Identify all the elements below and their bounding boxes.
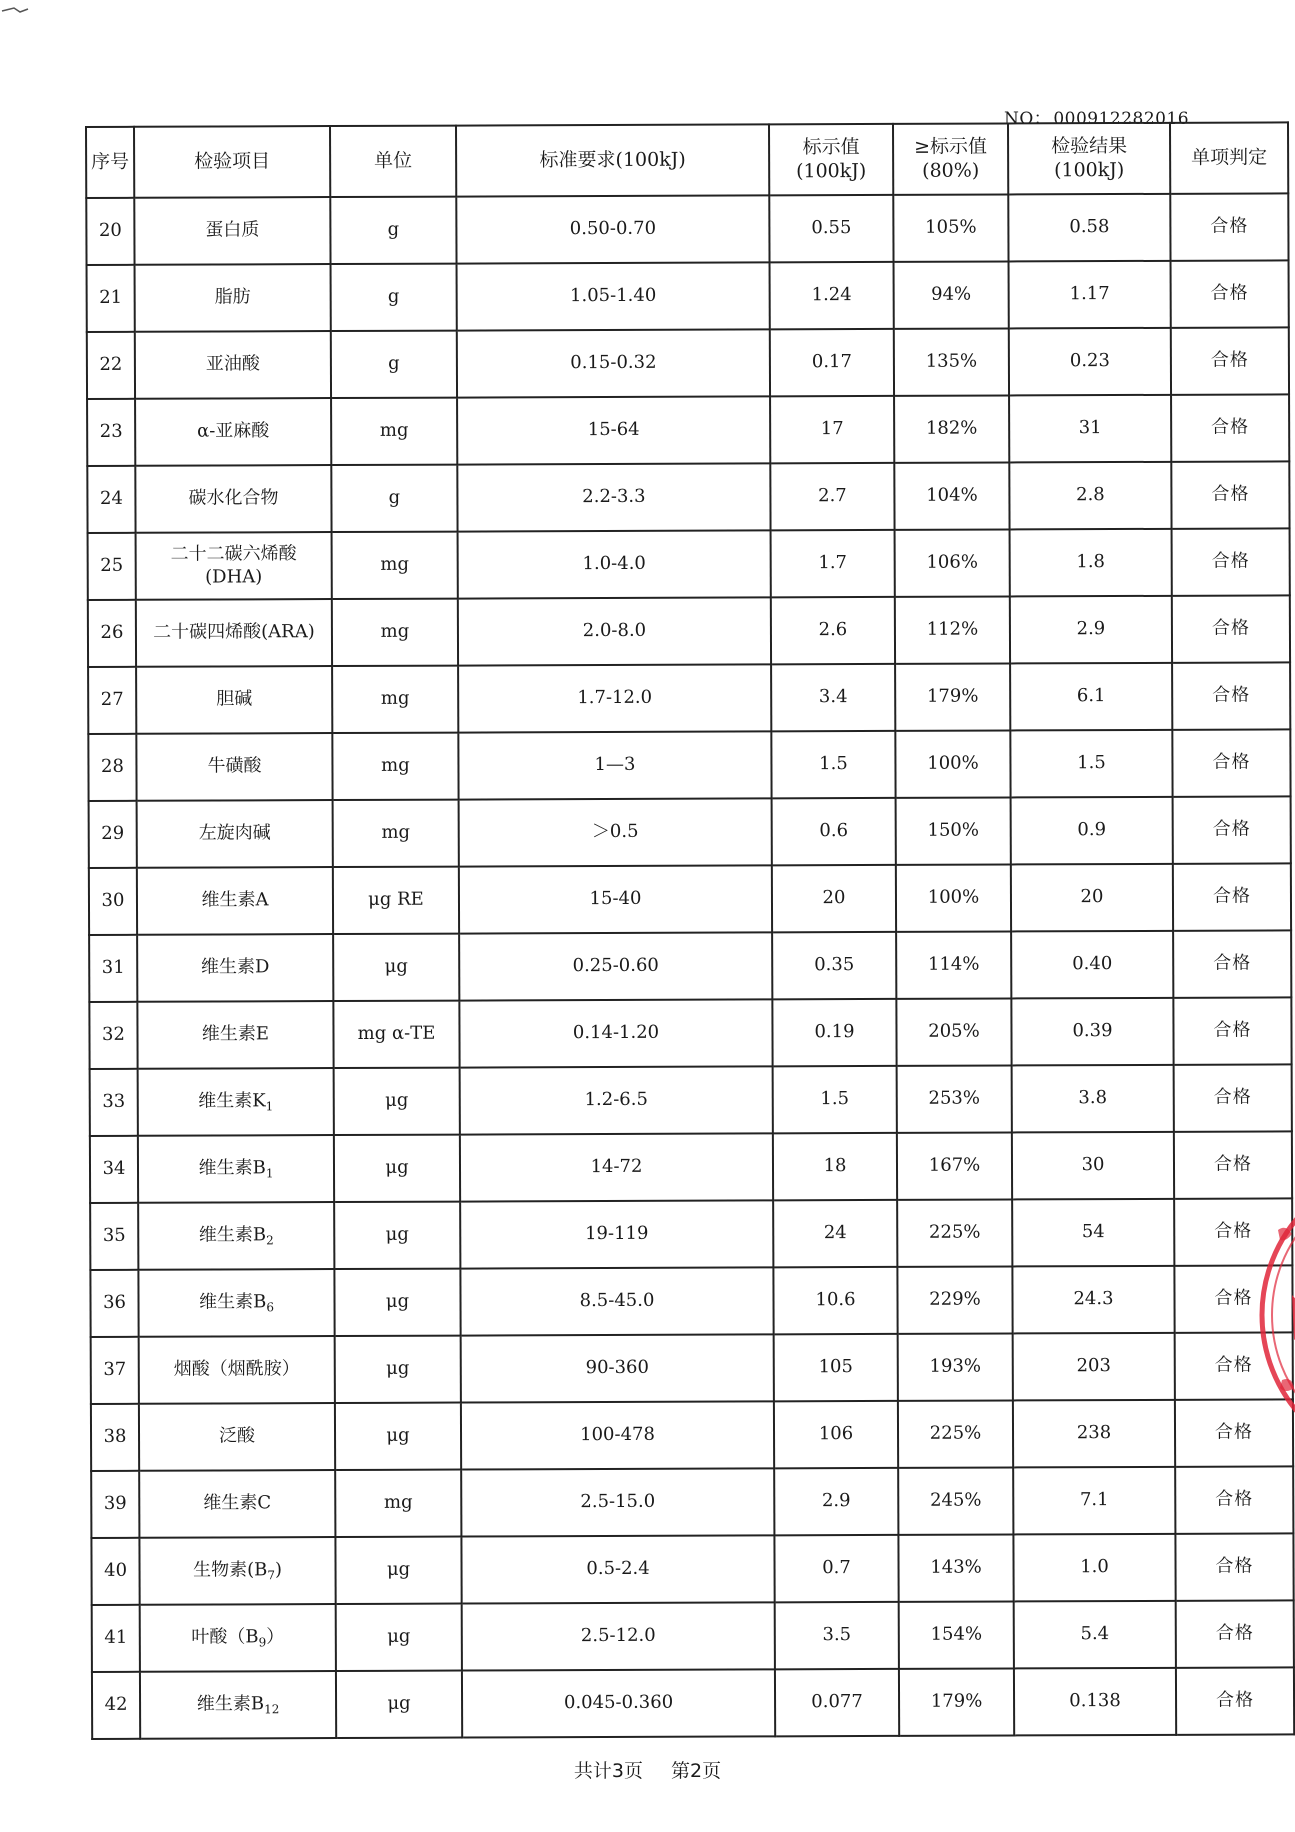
item-name: 维生素C bbox=[203, 1492, 272, 1514]
table-row bbox=[91, 1466, 1293, 1538]
item-name: 蛋白质 bbox=[205, 219, 260, 241]
table-row bbox=[91, 1399, 1293, 1471]
cell-label-value: 1.5 bbox=[771, 731, 895, 798]
cell-item bbox=[137, 867, 333, 935]
cell-unit: g bbox=[330, 197, 456, 264]
cell-seq: 37 bbox=[91, 1337, 139, 1404]
cell-verdict: 合格 bbox=[1174, 1131, 1292, 1198]
cell-label-value: 17 bbox=[770, 396, 894, 463]
cell-standard: 2.2-3.3 bbox=[457, 463, 770, 531]
cell-ratio: 205% bbox=[896, 998, 1011, 1065]
cell-verdict: 合格 bbox=[1171, 394, 1289, 461]
cell-item bbox=[139, 1336, 335, 1404]
cell-unit: μg RE bbox=[333, 867, 459, 934]
cell-verdict: 合格 bbox=[1173, 930, 1291, 997]
cell-ratio: 104% bbox=[894, 462, 1009, 529]
cell-result: 30 bbox=[1012, 1132, 1174, 1200]
table-row bbox=[90, 1265, 1292, 1337]
item-name: 泛酸 bbox=[218, 1425, 256, 1447]
cell-item bbox=[134, 197, 330, 265]
cell-label-value: 3.5 bbox=[775, 1602, 899, 1669]
cell-item bbox=[136, 733, 332, 801]
cell-ratio: 225% bbox=[898, 1400, 1013, 1467]
cell-result: 0.39 bbox=[1011, 998, 1173, 1066]
cell-ratio: 253% bbox=[897, 1065, 1012, 1132]
cell-verdict: 合格 bbox=[1172, 595, 1290, 662]
table-row bbox=[88, 595, 1290, 667]
cell-ratio: 167% bbox=[897, 1132, 1012, 1199]
cell-verdict: 合格 bbox=[1171, 327, 1289, 394]
cell-unit: μg bbox=[336, 1671, 462, 1738]
cell-seq: 36 bbox=[90, 1270, 138, 1337]
header-seq: 序号 bbox=[86, 127, 134, 198]
cell-label-value: 0.19 bbox=[772, 999, 896, 1066]
table-header-row bbox=[86, 122, 1288, 198]
cell-standard: 1.7-12.0 bbox=[458, 664, 771, 732]
cell-unit: μg bbox=[333, 934, 459, 1001]
table-row bbox=[89, 863, 1291, 935]
table-row bbox=[92, 1600, 1294, 1672]
cell-standard: 14-72 bbox=[460, 1133, 773, 1201]
cell-result: 31 bbox=[1009, 395, 1171, 463]
table-row bbox=[87, 394, 1289, 466]
cell-verdict: 合格 bbox=[1175, 1332, 1293, 1399]
cell-label-value: 24 bbox=[773, 1200, 897, 1267]
cell-ratio: 193% bbox=[898, 1333, 1013, 1400]
scan-artifact bbox=[0, 0, 60, 10]
item-subscript: 1 bbox=[265, 1165, 274, 1180]
cell-ratio: 106% bbox=[895, 529, 1010, 596]
cell-verdict: 合格 bbox=[1173, 863, 1291, 930]
table-row bbox=[89, 796, 1291, 868]
cell-label-value: 0.077 bbox=[775, 1669, 899, 1736]
item-subscript: 6 bbox=[266, 1299, 274, 1314]
cell-result: 0.23 bbox=[1009, 328, 1171, 396]
item-name: 维生素D bbox=[200, 956, 270, 978]
document-number-label: NO： bbox=[1004, 109, 1052, 129]
cell-result: 0.40 bbox=[1011, 931, 1173, 999]
cell-seq: 20 bbox=[86, 198, 134, 265]
cell-result: 238 bbox=[1013, 1400, 1175, 1468]
cell-ratio: 112% bbox=[895, 596, 1010, 663]
cell-item bbox=[139, 1470, 335, 1538]
item-name: 左旋肉碱 bbox=[198, 822, 271, 844]
table-row bbox=[90, 1131, 1292, 1203]
cell-seq: 31 bbox=[89, 935, 137, 1002]
header-item: 检验项目 bbox=[134, 126, 330, 198]
header-result bbox=[1008, 123, 1170, 195]
table-row bbox=[90, 1198, 1292, 1270]
item-subscript: 2 bbox=[266, 1232, 274, 1247]
cell-label-value: 2.9 bbox=[774, 1468, 898, 1535]
cell-label-value: 0.6 bbox=[772, 798, 896, 865]
cell-result: 203 bbox=[1013, 1333, 1175, 1401]
cell-item bbox=[138, 1269, 334, 1337]
cell-item bbox=[139, 1537, 335, 1605]
item-name: 脂肪 bbox=[214, 286, 251, 308]
cell-item bbox=[138, 1068, 334, 1136]
cell-standard: 19-119 bbox=[460, 1200, 773, 1268]
cell-standard: 15-40 bbox=[459, 865, 772, 933]
cell-item bbox=[136, 532, 332, 600]
table-row bbox=[89, 997, 1291, 1069]
cell-item bbox=[137, 800, 333, 868]
cell-seq: 28 bbox=[88, 734, 136, 801]
cell-result: 7.1 bbox=[1013, 1467, 1175, 1535]
table-row bbox=[86, 193, 1288, 265]
cell-item bbox=[139, 1403, 335, 1471]
item-name-line2: (DHA) bbox=[205, 565, 263, 588]
cell-verdict: 合格 bbox=[1175, 1466, 1293, 1533]
header-label-ratio-line2: (80%) bbox=[922, 159, 980, 182]
cell-label-value: 0.55 bbox=[769, 195, 893, 262]
cell-label-value: 3.4 bbox=[771, 664, 895, 731]
cell-unit: μg bbox=[334, 1202, 460, 1269]
footer-total-pages: 共计3页 bbox=[573, 1760, 643, 1782]
cell-result: 3.8 bbox=[1012, 1065, 1174, 1133]
table-row bbox=[91, 1533, 1293, 1605]
cell-label-value: 1.7 bbox=[771, 530, 895, 597]
cell-unit: μg bbox=[334, 1269, 460, 1336]
cell-result: 1.8 bbox=[1010, 529, 1172, 597]
cell-unit: mg bbox=[332, 733, 458, 800]
item-subscript: 1 bbox=[265, 1098, 274, 1113]
cell-standard: 2.0-8.0 bbox=[458, 597, 771, 665]
cell-unit: mg bbox=[332, 599, 458, 666]
cell-seq: 29 bbox=[89, 801, 137, 868]
cell-ratio: 143% bbox=[898, 1534, 1013, 1601]
cell-seq: 25 bbox=[88, 533, 136, 600]
cell-seq: 26 bbox=[88, 600, 136, 667]
cell-verdict: 合格 bbox=[1172, 528, 1290, 595]
cell-item bbox=[135, 264, 331, 332]
cell-ratio: 135% bbox=[894, 328, 1009, 395]
table-row bbox=[88, 729, 1290, 801]
inspection-table bbox=[85, 121, 1295, 1740]
cell-unit: μg bbox=[335, 1537, 461, 1604]
cell-result: 1.17 bbox=[1009, 261, 1171, 329]
cell-result: 0.9 bbox=[1011, 797, 1173, 865]
cell-verdict: 合格 bbox=[1174, 1198, 1292, 1265]
item-name: 维生素A bbox=[201, 889, 269, 911]
cell-verdict: 合格 bbox=[1174, 1064, 1292, 1131]
cell-standard: ＞0.5 bbox=[459, 798, 772, 866]
cell-verdict: 合格 bbox=[1174, 1265, 1292, 1332]
cell-unit: μg bbox=[335, 1403, 461, 1470]
cell-standard: 1—3 bbox=[458, 731, 771, 799]
header-label-value bbox=[769, 124, 893, 195]
cell-label-value: 2.7 bbox=[770, 463, 894, 530]
cell-seq: 35 bbox=[90, 1203, 138, 1270]
table-row bbox=[91, 1332, 1293, 1404]
cell-label-value: 0.17 bbox=[770, 329, 894, 396]
cell-verdict: 合格 bbox=[1172, 729, 1290, 796]
table-row bbox=[87, 461, 1289, 533]
item-subscript: 12 bbox=[264, 1701, 280, 1716]
cell-item bbox=[140, 1604, 336, 1672]
footer-current-page: 第2页 bbox=[671, 1760, 722, 1782]
cell-standard: 1.0-4.0 bbox=[458, 530, 771, 598]
cell-result: 0.58 bbox=[1008, 194, 1170, 262]
cell-verdict: 合格 bbox=[1172, 662, 1290, 729]
cell-label-value: 20 bbox=[772, 865, 896, 932]
header-result-line2: (100kJ) bbox=[1054, 158, 1125, 181]
cell-standard: 1.05-1.40 bbox=[457, 262, 770, 330]
cell-ratio: 150% bbox=[896, 797, 1011, 864]
table-row bbox=[87, 327, 1289, 399]
cell-label-value: 0.7 bbox=[774, 1535, 898, 1602]
cell-standard: 2.5-12.0 bbox=[462, 1602, 775, 1670]
table-row bbox=[88, 528, 1290, 600]
cell-seq: 42 bbox=[92, 1672, 140, 1739]
cell-verdict: 合格 bbox=[1171, 461, 1289, 528]
item-name: 碳水化合物 bbox=[188, 487, 279, 509]
page-footer bbox=[0, 1756, 1295, 1783]
cell-unit: mg bbox=[333, 800, 459, 867]
cell-result: 1.5 bbox=[1010, 730, 1172, 798]
item-name: 烟酸（烟酰胺） bbox=[173, 1358, 300, 1380]
table-row bbox=[90, 1064, 1292, 1136]
cell-unit: mg bbox=[332, 532, 458, 599]
cell-ratio: 225% bbox=[897, 1199, 1012, 1266]
cell-seq: 40 bbox=[91, 1538, 139, 1605]
cell-label-value: 18 bbox=[773, 1133, 897, 1200]
cell-item bbox=[135, 465, 331, 533]
item-name: 亚油酸 bbox=[205, 353, 260, 375]
cell-result: 5.4 bbox=[1014, 1601, 1176, 1669]
cell-standard: 8.5-45.0 bbox=[460, 1267, 773, 1335]
cell-verdict: 合格 bbox=[1173, 997, 1291, 1064]
cell-item bbox=[137, 934, 333, 1002]
item-subscript: 7 bbox=[267, 1567, 276, 1582]
item-name: 胆碱 bbox=[216, 688, 253, 710]
cell-standard: 15-64 bbox=[457, 396, 770, 464]
cell-standard: 1.2-6.5 bbox=[460, 1066, 773, 1134]
cell-ratio: 100% bbox=[895, 730, 1010, 797]
cell-unit: g bbox=[331, 331, 457, 398]
cell-seq: 30 bbox=[89, 868, 137, 935]
item-name: 二十碳四烯酸(ARA) bbox=[153, 621, 315, 643]
cell-ratio: 179% bbox=[899, 1668, 1014, 1735]
item-name: 牛磺酸 bbox=[207, 755, 262, 777]
cell-unit: μg bbox=[334, 1135, 460, 1202]
cell-result: 2.9 bbox=[1010, 596, 1172, 664]
cell-item bbox=[136, 666, 332, 734]
header-result-line1: 检验结果 bbox=[1051, 134, 1128, 158]
cell-standard: 0.5-2.4 bbox=[461, 1535, 774, 1603]
item-name: α-亚麻酸 bbox=[197, 420, 270, 442]
item-name: 生物素(B bbox=[193, 1558, 268, 1581]
header-label-ratio-line1: ≥标示值 bbox=[914, 135, 988, 158]
item-name-tail: ) bbox=[274, 1558, 283, 1580]
cell-unit: g bbox=[331, 264, 457, 331]
cell-label-value: 10.6 bbox=[773, 1267, 897, 1334]
cell-result: 24.3 bbox=[1012, 1266, 1174, 1334]
cell-ratio: 94% bbox=[894, 261, 1009, 328]
cell-unit: g bbox=[331, 465, 457, 532]
table-body bbox=[86, 193, 1294, 1739]
cell-verdict: 合格 bbox=[1176, 1667, 1294, 1734]
cell-result: 0.138 bbox=[1014, 1668, 1176, 1736]
cell-item bbox=[136, 599, 332, 667]
cell-standard: 90-360 bbox=[461, 1334, 774, 1402]
cell-standard: 100-478 bbox=[461, 1401, 774, 1469]
table-row bbox=[89, 930, 1291, 1002]
header-label-value-line1: 标示值 bbox=[802, 135, 860, 158]
cell-seq: 34 bbox=[90, 1136, 138, 1203]
cell-seq: 22 bbox=[87, 332, 135, 399]
cell-unit: mg bbox=[331, 398, 457, 465]
item-name: 维生素K bbox=[198, 1089, 266, 1112]
cell-ratio: 114% bbox=[896, 931, 1011, 998]
cell-standard: 0.045-0.360 bbox=[462, 1669, 775, 1737]
cell-unit: mg bbox=[335, 1470, 461, 1537]
cell-result: 20 bbox=[1011, 864, 1173, 932]
cell-seq: 27 bbox=[88, 667, 136, 734]
cell-ratio: 245% bbox=[898, 1467, 1013, 1534]
cell-unit: μg bbox=[334, 1068, 460, 1135]
cell-standard: 0.14-1.20 bbox=[459, 999, 772, 1067]
item-name-tail: ） bbox=[266, 1625, 285, 1647]
cell-label-value: 2.6 bbox=[771, 597, 895, 664]
cell-verdict: 合格 bbox=[1173, 796, 1291, 863]
cell-ratio: 179% bbox=[895, 663, 1010, 730]
cell-item bbox=[135, 331, 331, 399]
cell-item bbox=[138, 1135, 334, 1203]
cell-seq: 23 bbox=[87, 399, 135, 466]
header-label-value-line2: (100kJ) bbox=[796, 159, 867, 182]
header-label-ratio bbox=[893, 123, 1008, 194]
cell-item bbox=[140, 1671, 336, 1739]
cell-standard: 0.25-0.60 bbox=[459, 932, 772, 1000]
cell-standard: 0.15-0.32 bbox=[457, 329, 770, 397]
cell-label-value: 0.35 bbox=[772, 932, 896, 999]
cell-result: 6.1 bbox=[1010, 663, 1172, 731]
cell-label-value: 105 bbox=[774, 1334, 898, 1401]
item-name: 叶酸（B bbox=[191, 1625, 259, 1648]
cell-result: 1.0 bbox=[1013, 1534, 1175, 1602]
cell-standard: 0.50-0.70 bbox=[456, 195, 769, 263]
item-subscript: 9 bbox=[258, 1634, 267, 1649]
item-name: 二十二碳六烯酸 bbox=[170, 543, 297, 565]
cell-ratio: 229% bbox=[897, 1266, 1012, 1333]
cell-label-value: 1.5 bbox=[773, 1066, 897, 1133]
table-row bbox=[87, 260, 1289, 332]
cell-seq: 39 bbox=[91, 1471, 139, 1538]
cell-item bbox=[137, 1001, 333, 1069]
cell-ratio: 154% bbox=[899, 1601, 1014, 1668]
table-row bbox=[88, 662, 1290, 734]
cell-verdict: 合格 bbox=[1175, 1533, 1293, 1600]
table-row bbox=[92, 1667, 1294, 1739]
cell-unit: μg bbox=[335, 1336, 461, 1403]
cell-label-value: 106 bbox=[774, 1401, 898, 1468]
cell-verdict: 合格 bbox=[1170, 193, 1288, 260]
item-name: 维生素E bbox=[201, 1023, 270, 1045]
cell-unit: mg α-TE bbox=[333, 1001, 459, 1068]
cell-ratio: 105% bbox=[893, 194, 1008, 261]
cell-seq: 38 bbox=[91, 1404, 139, 1471]
cell-seq: 32 bbox=[89, 1002, 137, 1069]
cell-ratio: 100% bbox=[896, 864, 1011, 931]
header-unit: 单位 bbox=[330, 126, 456, 197]
header-verdict: 单项判定 bbox=[1170, 122, 1288, 193]
cell-seq: 24 bbox=[87, 466, 135, 533]
cell-unit: μg bbox=[336, 1604, 462, 1671]
cell-verdict: 合格 bbox=[1175, 1399, 1293, 1466]
header-standard: 标准要求(100kJ) bbox=[456, 124, 769, 196]
cell-item bbox=[138, 1202, 334, 1270]
item-name: 维生素B bbox=[198, 1156, 266, 1179]
item-name: 维生素B bbox=[196, 1692, 265, 1715]
item-name: 维生素B bbox=[198, 1223, 267, 1246]
cell-verdict: 合格 bbox=[1176, 1600, 1294, 1667]
cell-ratio: 182% bbox=[894, 395, 1009, 462]
cell-seq: 33 bbox=[90, 1069, 138, 1136]
cell-seq: 21 bbox=[87, 265, 135, 332]
cell-verdict: 合格 bbox=[1171, 260, 1289, 327]
document-number-value: 000912282016 bbox=[1053, 109, 1190, 129]
cell-result: 2.8 bbox=[1009, 462, 1171, 530]
cell-unit: mg bbox=[332, 666, 458, 733]
cell-seq: 41 bbox=[92, 1605, 140, 1672]
red-seal-stamp bbox=[1252, 1190, 1295, 1440]
cell-item bbox=[135, 398, 331, 466]
cell-result: 54 bbox=[1012, 1199, 1174, 1267]
item-name: 维生素B bbox=[199, 1290, 267, 1313]
cell-standard: 2.5-15.0 bbox=[461, 1468, 774, 1536]
cell-label-value: 1.24 bbox=[770, 262, 894, 329]
